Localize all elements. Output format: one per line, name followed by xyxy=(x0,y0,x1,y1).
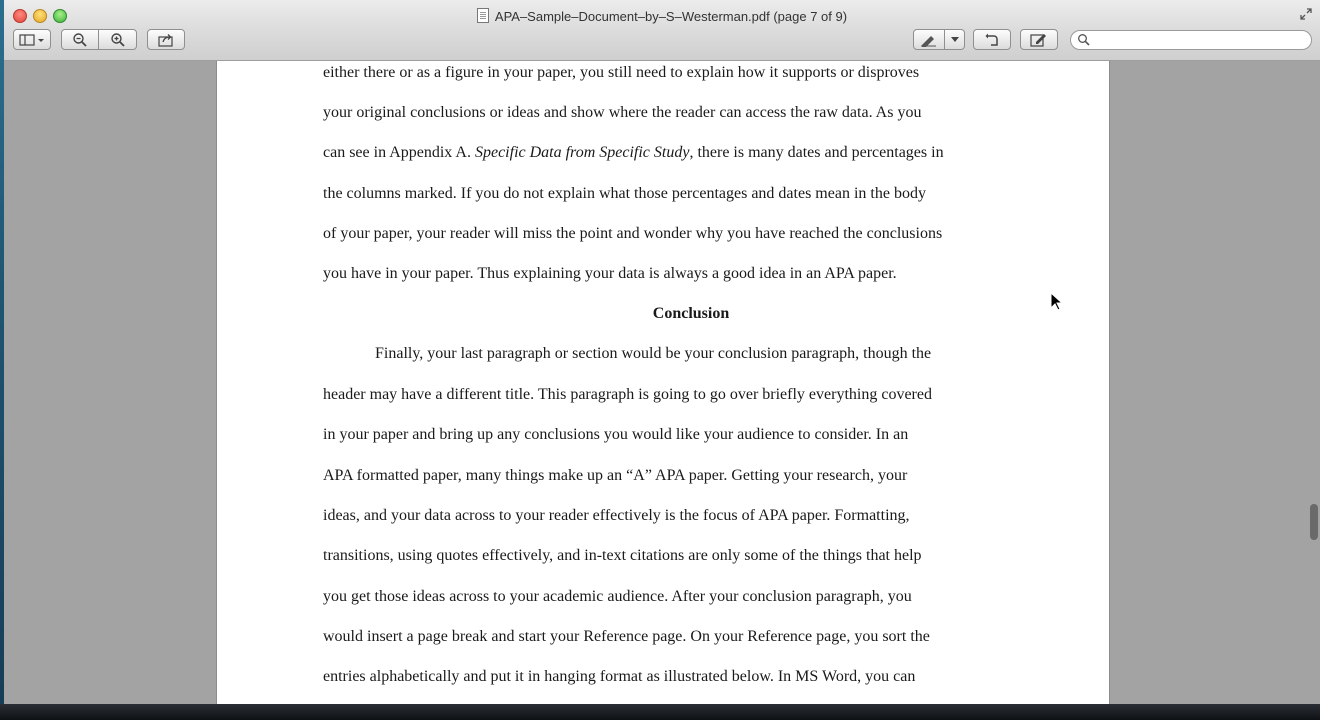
search-input[interactable] xyxy=(1093,32,1307,50)
text-line: APA formatted paper, many things make up an “A” APA paper. Getting your research, your xyxy=(323,467,908,484)
annotate-button[interactable] xyxy=(913,29,945,50)
text-line: header may have a different title. This paragraph is going to go over briefly everything covered xyxy=(323,386,932,403)
text-span: , there is many dates and percentages in xyxy=(689,144,944,161)
share-button[interactable] xyxy=(147,29,185,50)
text-span: can see in Appendix A. xyxy=(323,144,475,161)
fullscreen-icon[interactable] xyxy=(1300,8,1312,20)
zoom-out-icon xyxy=(72,32,88,48)
text-line: your original conclusions or ideas and show where the reader can access the raw data. As you xyxy=(323,104,922,121)
rotate-button[interactable] xyxy=(973,29,1011,50)
magnifier-icon xyxy=(1077,33,1091,47)
text-line: either there or as a figure in your paper, you still need to explain how it supports or disproves xyxy=(323,64,920,81)
share-icon xyxy=(158,33,174,47)
pdf-page[interactable] xyxy=(216,61,1110,704)
edit-toolbar-button[interactable] xyxy=(1020,29,1058,50)
search-field[interactable] xyxy=(1070,30,1312,50)
window-title-text: APA–Sample–Document–by–S–Westerman.pdf (page 7 of 9) xyxy=(494,9,848,24)
section-heading: Conclusion xyxy=(652,305,730,322)
mouse-cursor-icon xyxy=(1050,292,1062,312)
sidebar-view-button[interactable] xyxy=(13,29,51,50)
zoom-control-group xyxy=(61,29,137,50)
sidebar-icon xyxy=(19,34,45,46)
text-line: Finally, your last paragraph or section would be your conclusion paragraph, though the xyxy=(375,345,932,362)
zoom-in-icon xyxy=(110,32,126,48)
edit-icon xyxy=(1030,33,1048,47)
text-line: the columns marked. If you do not explain what those percentages and dates mean in the body xyxy=(323,185,926,202)
text-line: in your paper and bring up any conclusions you would like your audience to consider. In an xyxy=(323,426,909,443)
text-line: you have in your paper. Thus explaining your data is always a good idea in an APA paper. xyxy=(323,265,897,282)
zoom-in-button[interactable] xyxy=(99,29,137,50)
text-line: transitions, using quotes effectively, and in-text citations are only some of the things that help xyxy=(323,547,922,564)
annotate-control-group xyxy=(913,29,965,50)
text-line: would insert a page break and start your Reference page. On your Reference page, you sort the xyxy=(323,628,930,645)
preview-window xyxy=(4,0,1320,704)
window-title xyxy=(4,8,1320,24)
appendix-title: Specific Data from Specific Study xyxy=(474,144,690,161)
text-line: ideas, and your data across to your reader effectively is the focus of APA paper. Formatting, xyxy=(323,507,910,524)
text-line: you get those ideas across to your academic audience. After your conclusion paragraph, you xyxy=(323,588,912,605)
pdf-document-icon xyxy=(477,8,489,23)
zoom-out-button[interactable] xyxy=(61,29,99,50)
dock-strip xyxy=(0,704,1320,720)
text-line: of your paper, your reader will miss the point and wonder why you have reached the conclusions xyxy=(323,225,943,242)
text-line xyxy=(323,143,944,163)
titlebar xyxy=(4,0,1320,61)
annotate-menu-button[interactable] xyxy=(945,29,965,50)
vertical-scrollbar[interactable] xyxy=(1310,504,1318,540)
text-line: entries alphabetically and put it in hanging format as illustrated below. In MS Word, you can xyxy=(323,668,916,685)
chevron-down-icon xyxy=(951,37,959,43)
rotate-icon xyxy=(985,33,999,47)
pen-icon xyxy=(920,33,938,47)
